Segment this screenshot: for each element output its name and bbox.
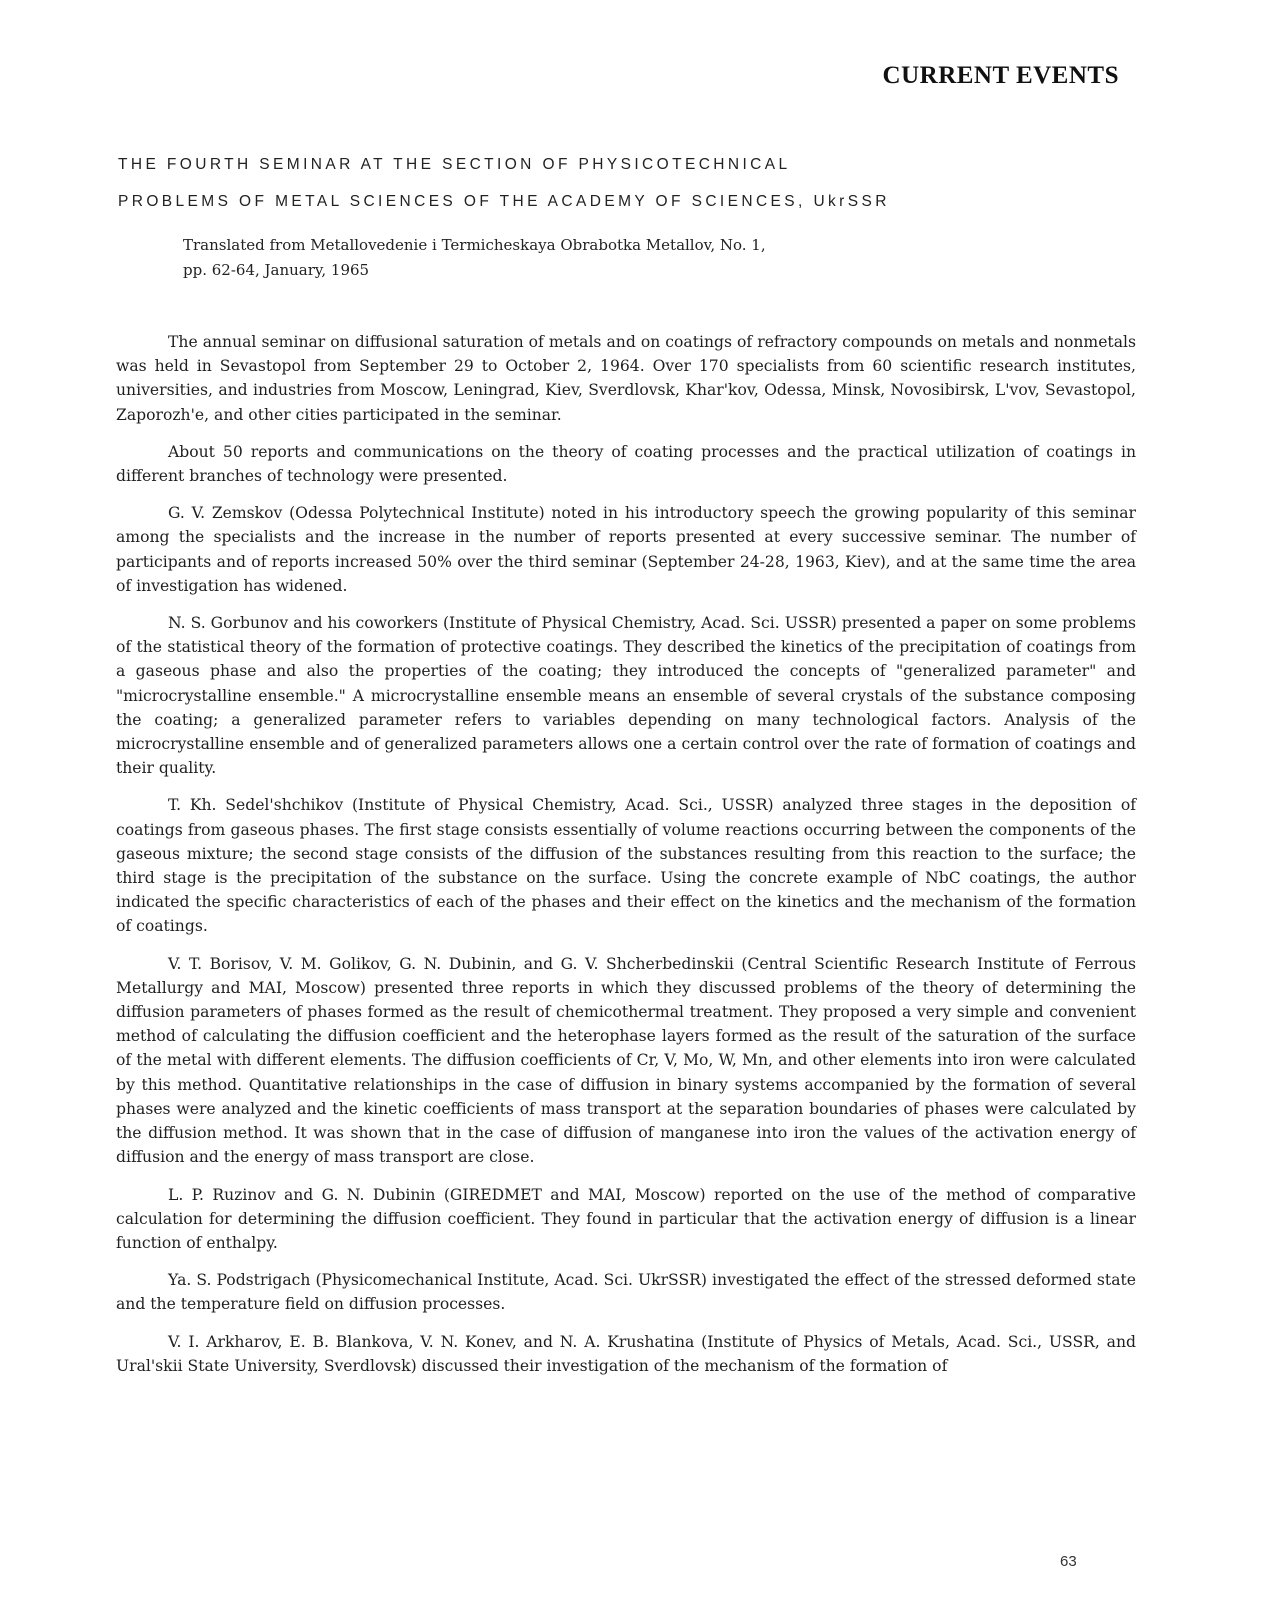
article-body — [116, 330, 1136, 1391]
body-paragraph: G. V. Zemskov (Odessa Polytechnical Institute) noted in his introductory speech the growing popularity of this seminar among the specialists and the increase in the number of reports presented at every successive seminar. The number of participants and of reports increased 50% over the third seminar (September 24-28, 1963, Kiev), and at the same time the area of investigation has widened. — [116, 504, 1136, 595]
body-paragraph: About 50 reports and communications on the theory of coating processes and the practical utilization of coatings in different branches of technology were presented. — [116, 442, 1136, 486]
section-label: CURRENT EVENTS — [882, 62, 1119, 89]
article-title — [118, 146, 1168, 220]
body-paragraph: L. P. Ruzinov and G. N. Dubinin (GIREDMET and MAI, Moscow) reported on the use of the method of comparative calculation for determining the diffusion coefficient. They found in particular that the activation energy of diffusion is a linear function of enthalpy. — [116, 1185, 1136, 1252]
translation-source-line: pp. 62-64, January, 1965 — [183, 261, 370, 279]
article-title-line: THE FOURTH SEMINAR AT THE SECTION OF PHYSICOTECHNICAL — [118, 156, 791, 173]
article-title-line: PROBLEMS OF METAL SCIENCES OF THE ACADEMY OF SCIENCES, UkrSSR — [118, 193, 890, 210]
body-paragraph: V. T. Borisov, V. M. Golikov, G. N. Dubinin, and G. V. Shcherbedinskii (Central Scientific Research Institute of Ferrous Metallurgy and MAI, Moscow) presented three reports in which they discussed problems of the theory of determining the diffusion parameters of phases formed as the result of chemicothermal treatment. They proposed a very simple and convenient method of calculating the diffusion coefficient and the heterophase layers formed as the result of the saturation of the surface of the metal with different elements. The diffusion coefficients of Cr, V, Mo, W, Mn, and other elements into iron were calculated by this method. Quantitative relationships in the case of diffusion in binary systems accompanied by the formation of several phases were analyzed and the kinetic coefficients of mass transport at the separation boundaries of phases were calculated by the diffusion method. It was shown that in the case of diffusion of manganese into iron the values of the activation energy of diffusion and the energy of mass transport are close. — [116, 954, 1136, 1167]
body-paragraph: Ya. S. Podstrigach (Physicomechanical Institute, Acad. Sci. UkrSSR) investigated the effect of the stressed deformed state and the temperature field on diffusion processes. — [116, 1271, 1136, 1314]
body-paragraph: V. I. Arkharov, E. B. Blankova, V. N. Konev, and N. A. Krushatina (Institute of Physics of Metals, Acad. Sci., USSR, and Ural'skii State University, Sverdlovsk) discussed their investigation of the mechanism of the formation of — [116, 1332, 1136, 1375]
translation-source — [183, 233, 1083, 283]
body-paragraph: T. Kh. Sedel'shchikov (Institute of Physical Chemistry, Acad. Sci., USSR) analyzed three stages in the deposition of coatings from gaseous phases. The first stage consists essentially of volume reactions occurring between the components of the gaseous mixture; the second stage consists of the diffusion of the substances resulting from this reaction to the surface; the third stage is the precipitation of the substance on the surface. Using the concrete example of NbC coatings, the author indicated the specific characteristics of each of the phases and their effect on the kinetics and the mechanism of the formation of coatings. — [116, 796, 1136, 936]
body-paragraph: The annual seminar on diffusional saturation of metals and on coatings of refractory compounds on metals and nonmetals was held in Sevastopol from September 29 to October 2, 1964. Over 170 specialists from 60 scientific research institutes, universities, and industries from Moscow, Leningrad, Kiev, Sverdlovsk, Khar'kov, Odessa, Minsk, Novosibirsk, L'vov, Sevastopol, Zaporozh'e, and other cities participated in the seminar. — [116, 333, 1136, 424]
body-paragraph: N. S. Gorbunov and his coworkers (Institute of Physical Chemistry, Acad. Sci. USSR) presented a paper on some problems of the statistical theory of the formation of protective coatings. They described the kinetics of the precipitation of coatings from a gaseous phase and also the properties of the coating; they introduced the concepts of "generalized parameter" and "microcrystalline ensemble." A microcrystalline ensemble means an ensemble of several crystals of the substance composing the coating; a generalized parameter refers to variables depending on many technological factors. Analysis of the microcrystalline ensemble and of generalized parameters allows one a certain control over the rate of formation of coatings and their quality. — [116, 614, 1136, 778]
page-number: 63 — [1060, 1553, 1077, 1570]
translation-source-line: Translated from Metallovedenie i Termicheskaya Obrabotka Metallov, No. 1, — [183, 236, 766, 254]
